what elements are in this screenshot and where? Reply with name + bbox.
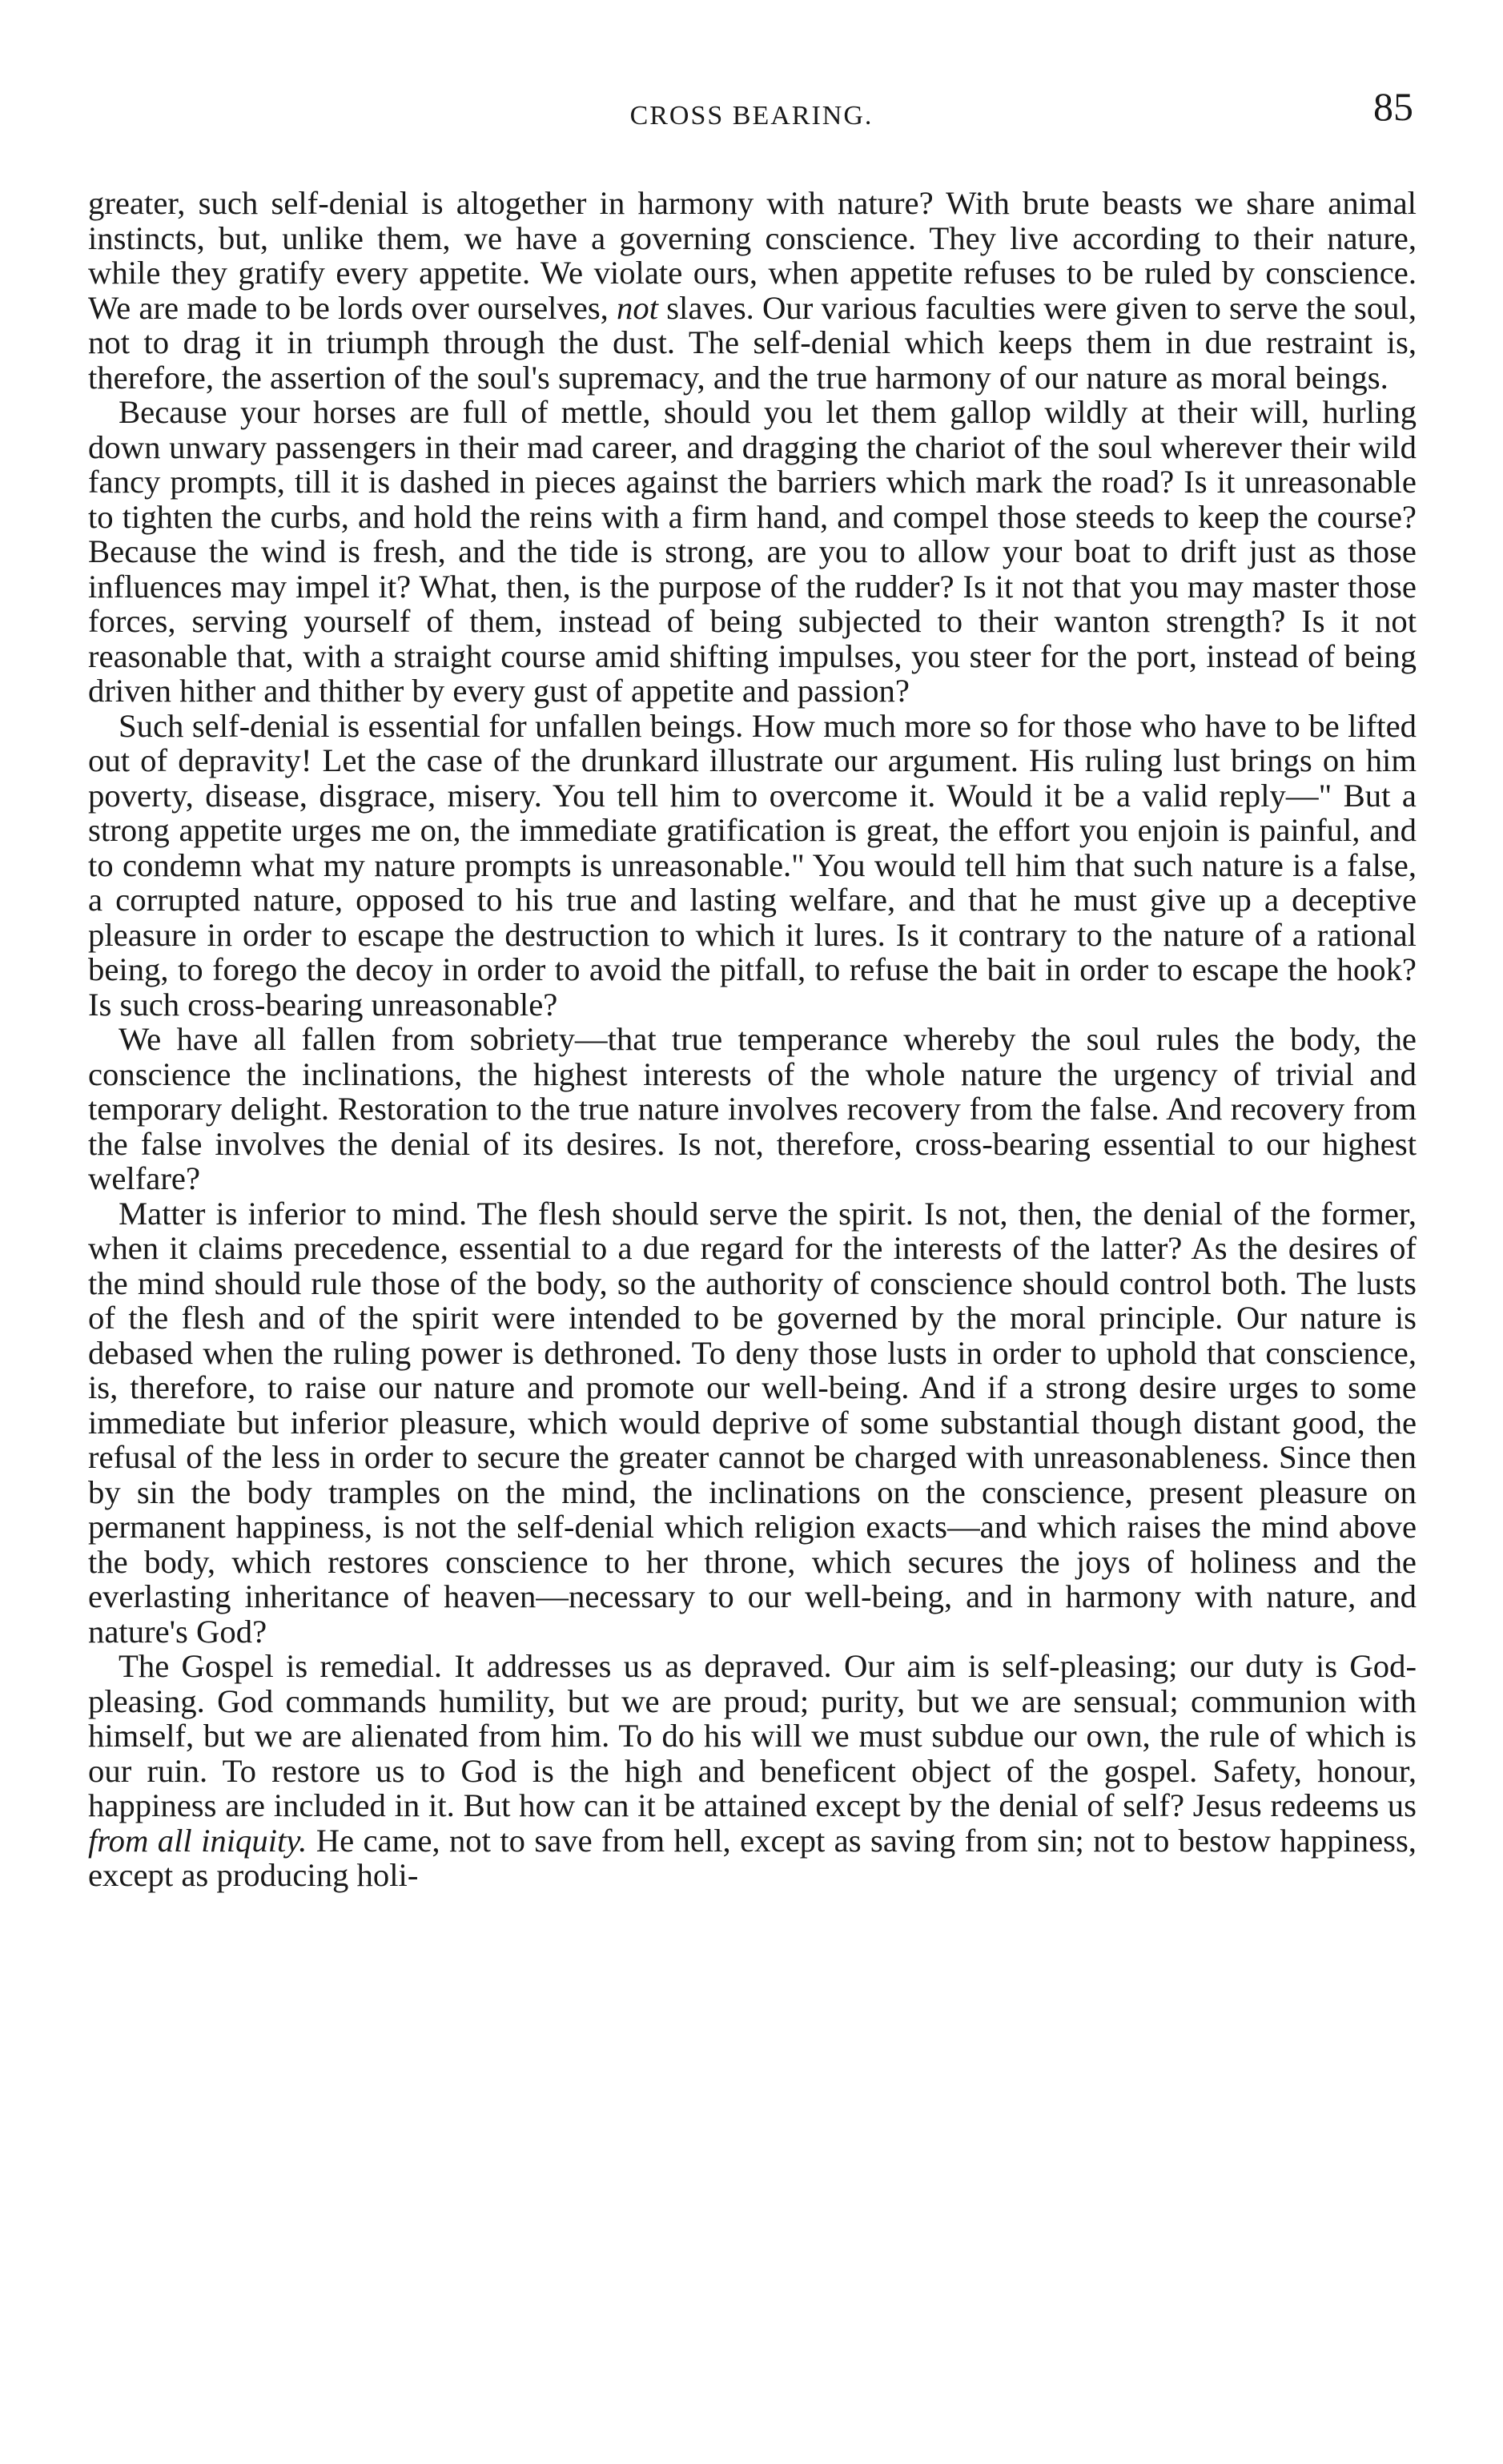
paragraph (88, 186, 1417, 395)
page-number: 85 (1373, 84, 1413, 129)
body-text (88, 186, 1417, 1893)
page-header (88, 86, 1415, 135)
paragraph (88, 395, 1417, 709)
text-run: We have all fallen from sobriety—that true temperance whereby the soul rules the body, the conscience the inclinations, the highest interests of the whole nature the urgency of trivial and temporary delight. Restoration to the true nature involves recovery from the false. And recovery from the false involves the denial of its desires. Is not, therefore, cross-bearing essential to our highest welfare? (88, 1021, 1417, 1196)
text-run: slaves. Our various faculties were given to serve the soul, not to drag it in triumph through the dust. The self-denial which keeps them in due restraint is, therefore, the assertion of the soul's supremacy, and the true harmony of our nature as moral beings. (88, 289, 1417, 396)
text-run: greater, such self-denial is altogether in harmony with nature? With brute beasts we share animal instincts, but, unlike them, we have a governing conscience. They live according to their nature, while they gratify every appetite. We violate ours, when appetite refuses to be ruled by conscience. We are made to be lords over ourselves, (88, 185, 1417, 326)
paragraph (88, 1022, 1417, 1196)
paragraph (88, 1649, 1417, 1893)
italic-text: not (617, 289, 659, 326)
paragraph (88, 709, 1417, 1023)
text-run: He came, not to save from hell, except as saving from sin; not to bestow happiness, except as producing holi- (88, 1822, 1417, 1893)
paragraph (88, 1196, 1417, 1650)
running-title: CROSS BEARING. (629, 101, 874, 131)
italic-text: from all iniquity. (88, 1822, 307, 1859)
text-run: Because your horses are full of mettle, should you let them gallop wildly at their will, hurling down unwary passengers in their mad career, and dragging the chariot of the soul wherever their wild fancy prompts, till it is dashed in pieces against the barriers which mark the road? Is it unreasonable to tighten the curbs, and hold the reins with a firm hand, and compel those steeds to keep the course? Because the wind is fresh, and the tide is strong, are you to allow your boat to drift just as those influences may impel it? What, then, is the purpose of the rudder? Is it not that you may master those forces, serving yourself of them, instead of being subjected to their wanton strength? Is it not reasonable that, with a straight course amid shifting impulses, you steer for the port, instead of being driven hither and thither by every gust of appetite and passion? (88, 394, 1417, 709)
text-run: The Gospel is remedial. It addresses us as depraved. Our aim is self-pleasing; our duty is God-pleasing. God commands humility, but we are proud; purity, but we are sensual; communion with himself, but we are alienated from him. To do his will we must subdue our own, the rule of which is our ruin. To restore us to God is the high and beneficent object of the gospel. Safety, honour, happiness are included in it. But how can it be attained except by the denial of self? Jesus redeems us (88, 1648, 1417, 1823)
text-run: Matter is inferior to mind. The flesh should serve the spirit. Is not, then, the denial of the former, when it claims precedence, essential to a due regard for the interests of the latter? As the desires of the mind should rule those of the body, so the authority of conscience should control both. The lusts of the flesh and of the spirit were intended to be governed by the moral principle. Our nature is debased when the ruling power is dethroned. To deny those lusts in order to uphold that conscience, is, therefore, to raise our nature and promote our well-being. And if a strong desire urges to some immediate but inferior pleasure, which would deprive of some substantial though distant good, the refusal of the less in order to secure the greater cannot be charged with unreasonableness. Since then by sin the body tramples on the mind, the inclinations on the conscience, present pleasure on permanent happiness, is not the self-denial which religion exacts—and which raises the mind above the body, which restores conscience to her throne, which secures the joys of holiness and the everlasting inheritance of heaven—necessary to our well-being, and in harmony with nature, and nature's God? (88, 1195, 1417, 1650)
text-run: Such self-denial is essential for unfallen beings. How much more so for those who have to be lifted out of depravity! Let the case of the drunkard illustrate our argument. His ruling lust brings on him poverty, disease, disgrace, misery. You tell him to overcome it. Would it be a valid reply—" But a strong appetite urges me on, the immediate gratification is great, the effort you enjoin is painful, and to condemn what my nature prompts is unreasonable." You would tell him that such nature is a false, a corrupted nature, opposed to his true and lasting welfare, and that he must give up a deceptive pleasure in order to escape the destruction to which it lures. Is it contrary to the nature of a rational being, to forego the decoy in order to avoid the pitfall, to refuse the bait in order to escape the hook? Is such cross-bearing unreasonable? (88, 707, 1417, 1023)
